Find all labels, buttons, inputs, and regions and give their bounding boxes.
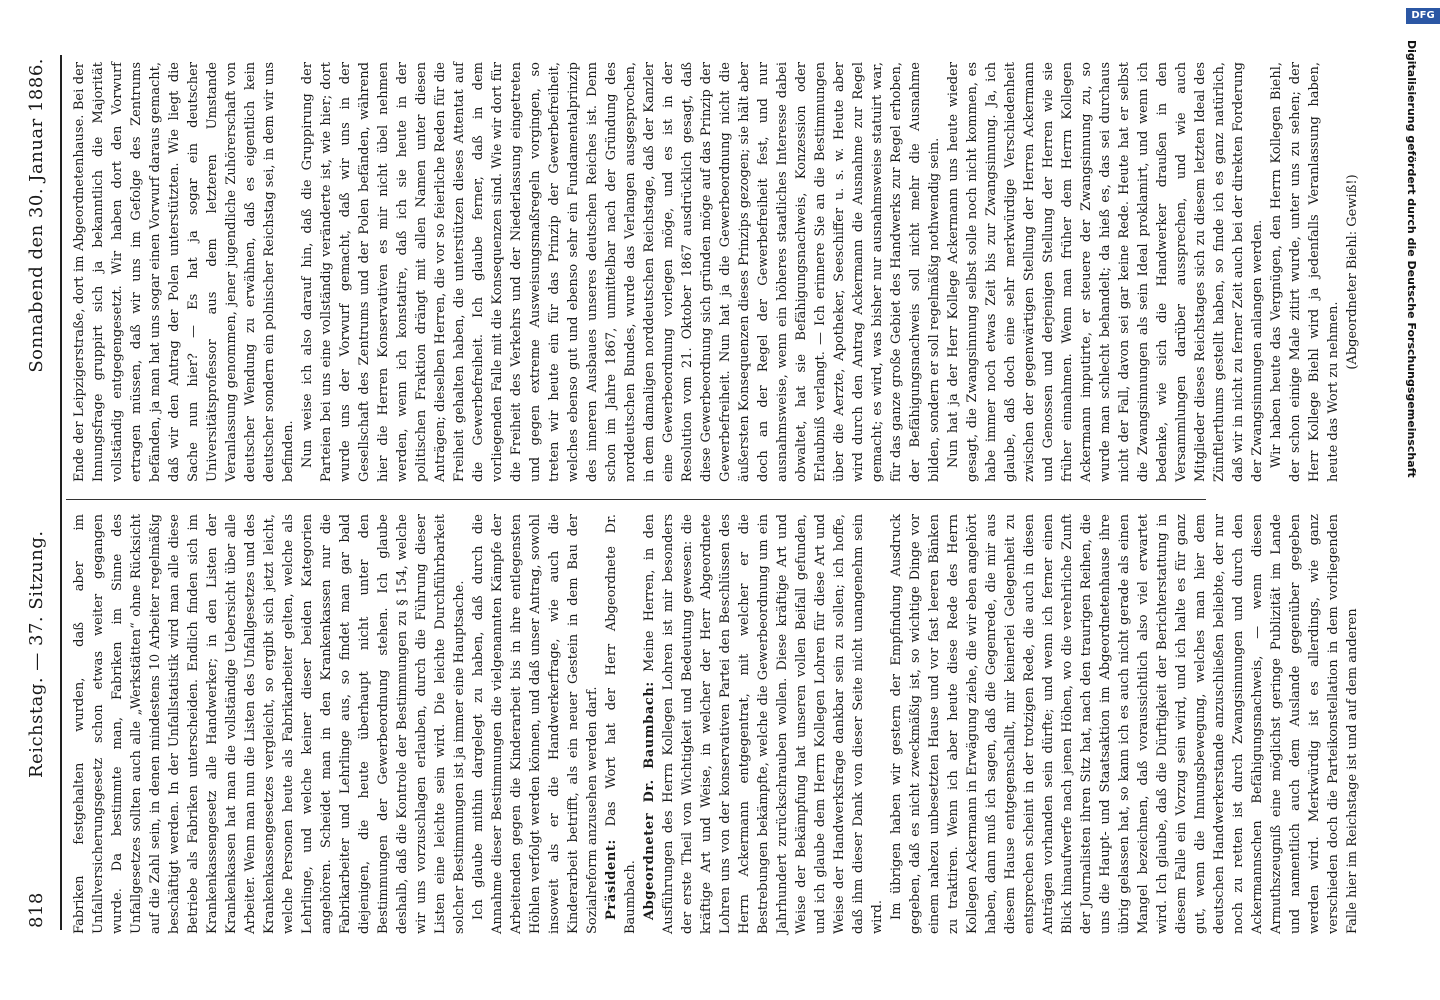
speaker-label: Präsident: <box>604 839 619 920</box>
paragraph: Wir haben heute das Vergnügen, den Herrn Kollegen Biehl, der schon einige Male zitirt wurde, unter uns zu sehen; der Herr Kollege Biehl wird ja jedenfalls Veranlassung haben, heute das Wort zu nehmen. <box>1269 62 1341 482</box>
page-number: 818 <box>26 892 47 928</box>
left-column <box>70 514 1360 934</box>
paragraph: Ich glaube mithin dargelegt zu haben, daß durch die Annahme dieser Bestimmungen die vielgenannten Kämpfe der Arbeitenden gegen die Kinderarbeit bis in ihre entlegensten Höhlen verfolgt werden können, und daß unser Antrag, sowohl insoweit als er die Handwerkerfrage, wie auch die Kinderarbeit betrifft, als ein neuer Gestein in dem Bau der Sozialreform anzusehen werden darf. <box>471 514 600 934</box>
interjection: (Abgeordneter Biehl: Gewiß!) <box>1345 174 1360 370</box>
paragraph: Ende der Leipzigerstraße, dort im Abgeordnetenhause. Bei der Innungsfrage gruppirt sich ja bekanntlich die Majorität vollständig entgegengesetzt. Wir haben dort den Vorwurf ertragen müssen, daß wir uns im Gefolge des Zentrums befänden, ja man hat uns sogar einen Vorwurf daraus gemacht, daß wir den Antrag der Polen unterstützten. Wie liegt die Sache nun hier? — Es hat ja sogar ein deutscher Universitätsprofessor aus dem letzteren Umstande Veranlassung genommen, jener jugendliche Zuhörerschaft von deutscher Wendung zu erwähnen, daß es eigentlich kein deutscher sondern ein polnischer Reichstag sei, in dem wir uns befinden. <box>72 62 296 482</box>
right-column <box>70 62 1360 482</box>
president-text: Das Wort hat der Herr Abgeordnete Dr. Baumbach. <box>604 514 638 934</box>
paragraph: Fabriken festgehalten wurden, daß aber im Unfallversicherungsgesetz schon etwas weiter gegangen wurde. Da bestimmte man, Fabriken im Sinne des Unfallgesetzes sollten auch alle „Werkstätten“ ohne Rücksicht auf die Zahl sein, in denen mindestens 10 Arbeiter regelmäßig beschäftigt werden. In der Unfallstatistik wird man alle diese Betriebe als Fabriken unterscheiden. Endlich finden sich im Krankenkassengesetz alle Handwerker; in den Listen der Krankenkassen hat man die vollständige Uebersicht über alle Arbeiter. Wenn man nun die Listen des Unfallgesetzes und des Krankenkassengesetzes vergleicht, so ergibt sich jetzt leicht, welche Personen heute als Fabrikarbeiter gelten, welche als Lehrlinge, und welche keiner dieser beiden Kategorien angehören. Scheidet man in den Krankenkassen nur die Fabrikarbeiter und Lehrlinge aus, so findet man gar bald diejenigen, die heute überhaupt nicht unter den Bestimmungen der Gewerbeordnung stehen. Ich glaube deshalb, daß die Kontrole der Bestimmungen zu § 154, welche wir uns vorzuschlagen erlauben, durch die Führung dieser Listen eine leichte sein wird. Die leichte Durchführbarkeit solcher Bestimmungen ist ja immer eine Hauptsache. <box>72 514 467 934</box>
speech-text: Meine Herren, in den Ausführungen des Herrn Kollegen Lohren ist mir besonders der erste Theil von Wichtigkeit und Bedeutung gewesen: die kräftige Art und Weise, in welcher der Herr Abgeordnete Lohren uns von der konservativen Partei den Beschlüssen des Herrn Ackermann entgegentrat, mit welcher er die Bestrebungen bekämpfte, welche die Gewerbeordnung um ein Jahrhundert zurückschrauben wollen. Diese kräftige Art und Weise der Bekämpfung hat unseren vollen Beifall gefunden, und ich glaube dem Herrn Kollegen Lohren für diese Art und Weise der Handwerksfrage dankbar sein zu sollen; ich hoffe, daß ihm dieser Dank von dieser Seite nicht unangenehm sein wird. <box>642 514 885 934</box>
paragraph: Nun weise ich also darauf hin, daß die Gruppirung der Parteien bei uns eine vollständig veränderte ist, wie hier; dort wurde uns der Vorwurf gemacht, daß wir uns in der Gesellschaft des Zentrums und der Polen befänden, während hier die Herren Konservativen es mir nicht übel nehmen werden, wenn ich konstatire, daß ich sie heute in der politischen Fraktion drängt mit allen Namen unter diesen Anträgen; dieselben Herren, die vor so feierliche Reden für die Freiheit gehalten haben, die unterstützen dieses Attentat auf die Gewerbefreiheit. Ich glaube ferner, daß in dem vorliegenden Falle mit die Konsequenzen sind. Wie wir dort für die Freiheit des Verkehrs und der Niederlassung eingetreten und gegen extreme Ausweisungsmaßregeln vorgingen, so treten wir heute ein für das Prinzip der Gewerbefreiheit, welches ebenso gut und ebenso sehr ein Fundamentalprinzip des inneren Ausbaues unseres deutschen Reiches ist. Denn schon im Jahre 1867, unmittelbar nach der Gründung des norddeutschen Bundes, wurde das Verlangen ausgesprochen, in dem damaligen norddeutschen Reichstage, daß der Kanzler eine Gewerbeordnung vorlegen möge, und es ist in der Resolution vom 21. Oktober 1867 ausdrücklich gesagt, daß diese Gewerbeordnung sich gründen möge auf das Prinzip der Gewerbefreiheit. Nun hat ja die Gewerbeordnung nicht die äußersten Konsequenzen dieses Prinzips gezogen; sie hält aber doch an der Regel der Gewerbefreiheit fest, und nur ausnahmsweise, wenn ein höheres staatliches Interesse dabei obwaltet, hat sie Befähigungsnachweis, Konzession oder Erlaubniß verlangt. — Ich erinnere Sie an die Bestimmungen über die Aerzte, Apotheker, Seeschiffer u. s. w. Heute aber wird durch den Antrag Ackermann die Ausnahme zur Regel gemacht; es wird, was bisher nur ausnahmsweise statuirt war, für das ganze große Gebiet des Handwerks zur Regel erhoben, der Befähigungsnachweis soll nicht mehr die Ausnahme bilden, sondern er soll regelmäßig nothwendig sein. <box>300 62 942 482</box>
speaker-label: Abgeordneter Dr. Baumbach: <box>642 681 657 920</box>
column-divider <box>66 499 1206 500</box>
footer-text: Digitalisierung gefördert durch die Deutsche Forschungsgemeinschaft <box>1405 40 1418 478</box>
session-title: Reichstag. — 37. Sitzung. <box>26 530 47 778</box>
page-header <box>26 58 54 928</box>
speech-paragraph <box>640 514 887 934</box>
president-line <box>602 514 640 934</box>
session-date: Sonnabend den 30. Januar 1886. <box>26 58 47 373</box>
header-rule <box>60 55 62 930</box>
paragraph: Nun hat ja der Herr Kollege Ackermann uns heute wieder gesagt, die Zwangsinnung selbst solle noch nicht kommen, es habe immer noch etwas Zeit bis zur Zwangsinnung. Ja, ich glaube, daß doch eine sehr merkwürdige Verschiedenheit zwischen der gegenwärtigen Stellung der Herren Ackermann und Genossen und derjenigen Stellung der Herren wie sie früher einnahmen. Wenn man früher dem Herrn Kollegen Ackermann imputirte, er steuere der Zwangsinnung zu, so wurde man schlecht behandelt; da hieß es, das sei durchaus nicht der Fall, davon sei gar keine Rede. Heute hat er selbst die Zwangsinnungen als sein Ideal proklamirt, und wenn ich bedenke, wie sich die Handwerker draußen in den Versammlungen darüber aussprechen, und wie auch Mitglieder dieses Reichstages sich zu diesem letzten Ideal des Zünftlerthums gestellt haben, so finde ich es ganz natürlich, daß wir in nicht zu ferner Zeit auch bei der direkten Forderung der Zwangsinnungen anlangen werden. <box>946 62 1265 482</box>
dfg-logo-badge: DFG <box>1406 8 1440 24</box>
paragraph: Im übrigen haben wir gestern der Empfindung Ausdruck gegeben, daß es nicht zweckmäßig ist, so wichtige Dinge vor einem nahezu unbesetzten Hause und vor fast leeren Bänken zu traktiren. Wenn ich aber heute diese Rede des Herrn Kollegen Ackermann in Erwägung ziehe, die wir eben angehört haben, dann muß ich sagen, daß die Gegenrede, die mir aus diesem Hause entgegenschallt, mir keinerlei Gelegenheit zu entsprechen scheint in der trotzigen Rede, die auch in diesen Anträgen vorhanden sein dürfte; und wenn ich ferner einen Blick hinaufwerfe nach jenen Höhen, wo die verehrliche Zunft der Journalisten ihren Sitz hat, nach den traurigen Reihen, die uns die Haupt- und Staatsaktion im Abgeordnetenhause ihre übrig gelassen hat, so kann ich es auch nicht gerade als einen Mangel bezeichnen, daß voraussichtlich also viel erwartet wird. Ich glaube, daß die Dürftigkeit der Berichterstattung in diesem Falle ein Vorzug sein wird, und ich halte es für ganz gut, wenn die Innungsbewegung, welches man hier dem deutschen Handwerkerstande anzuschließen beliebte, der nur noch zu retten ist durch Zwangsinnungen und durch den Ackermannschen Befähigungsnachweis, — wenn diesen Armuthszeugniß eine möglichst geringe Publizität im Lande und namentlich auch dem Auslande gegenüber gegeben werden wird. Merkwürdig ist es allerdings, wie ganz verschieden doch die Parteikonstellation in dem vorliegenden Falle hier im Reichstage ist und auf dem anderen <box>889 514 1360 934</box>
